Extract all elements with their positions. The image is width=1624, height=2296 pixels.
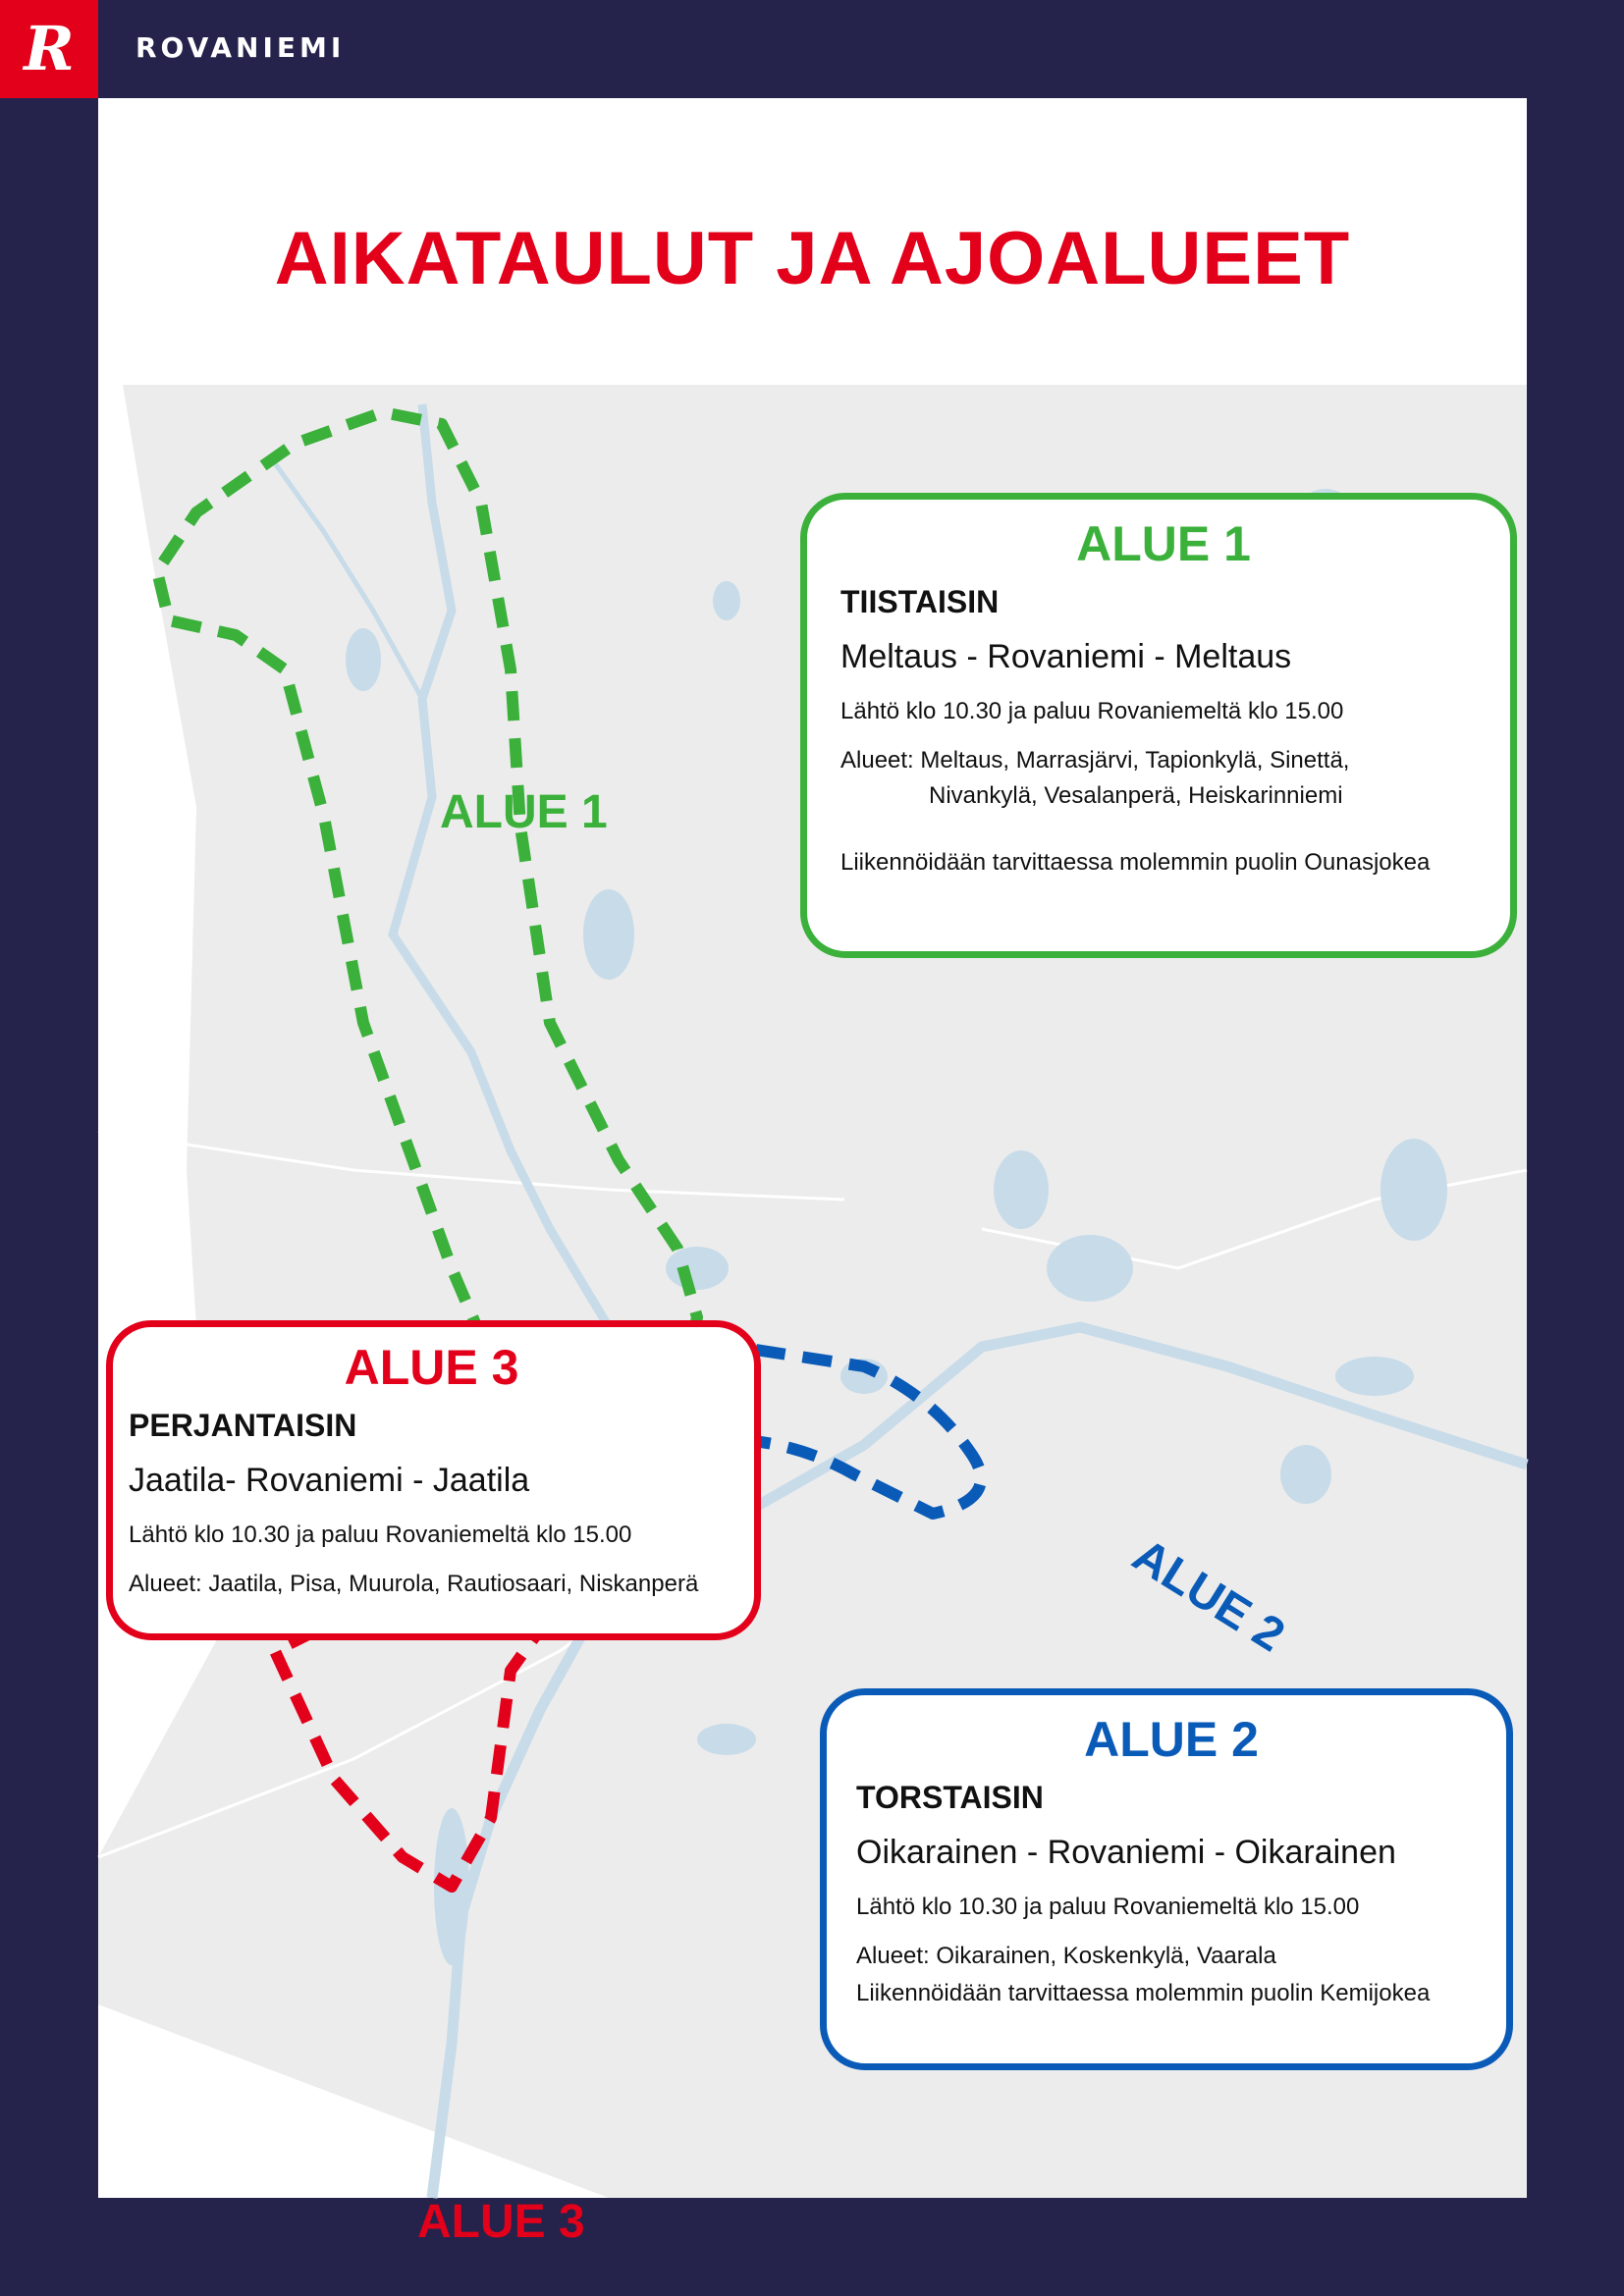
alue3-departure: Lähtö klo 10.30 ja paluu Rovaniemeltä klo 15.00 <box>129 1522 632 1548</box>
alue2-info-card <box>820 1688 1513 2070</box>
alue1-route: Meltaus - Rovaniemi - Meltaus <box>840 638 1292 675</box>
alue3-day: PERJANTAISIN <box>129 1408 357 1443</box>
alue1-note: Liikennöidään tarvittaessa molemmin puolin Ounasjokea <box>840 849 1431 876</box>
alue1-day: TIISTAISIN <box>840 584 1000 619</box>
map-label-alue2: ALUE 2 <box>1123 1528 1294 1663</box>
alue3-areas: Alueet: Jaatila, Pisa, Muurola, Rautiosaari, Niskanperä <box>129 1571 699 1597</box>
lake <box>697 1724 756 1755</box>
lake <box>1280 1445 1331 1504</box>
alue2-day: TORSTAISIN <box>856 1780 1044 1815</box>
lake <box>994 1150 1049 1229</box>
alue2-areas: Alueet: Oikarainen, Koskenkylä, Vaarala <box>856 1943 1276 1969</box>
lake <box>713 581 740 620</box>
logo-letter: R <box>24 13 75 84</box>
alue1-areas: Alueet: Meltaus, Marrasjärvi, Tapionkylä, Sinettä, <box>840 747 1350 774</box>
lake <box>1380 1139 1447 1241</box>
alue2-note: Liikennöidään tarvittaessa molemmin puolin Kemijokea <box>856 1980 1431 2006</box>
lake <box>1335 1357 1414 1396</box>
map-label-alue3: ALUE 3 <box>417 2196 585 2248</box>
alue3-info-card <box>106 1320 761 1640</box>
lake <box>1047 1235 1133 1302</box>
alue2-departure: Lähtö klo 10.30 ja paluu Rovaniemeltä klo 15.00 <box>856 1894 1360 1920</box>
alue3-card-title: ALUE 3 <box>344 1340 519 1395</box>
lake <box>346 628 381 691</box>
lake <box>583 889 634 980</box>
alue2-route: Oikarainen - Rovaniemi - Oikarainen <box>856 1834 1396 1871</box>
alue1-departure: Lähtö klo 10.30 ja paluu Rovaniemeltä klo 15.00 <box>840 698 1344 724</box>
alue2-card-title: ALUE 2 <box>1084 1712 1259 1767</box>
alue1-areas-continued: Nivankylä, Vesalanperä, Heiskarinniemi <box>929 782 1343 809</box>
page-title: AIKATAULUT JA AJOALUEET <box>274 217 1351 300</box>
poster-sheet <box>98 98 1527 2248</box>
alue3-route: Jaatila- Rovaniemi - Jaatila <box>129 1462 530 1499</box>
alue1-info-card <box>800 493 1517 958</box>
map-label-alue1: ALUE 1 <box>440 786 608 838</box>
alue1-card-title: ALUE 1 <box>1076 516 1251 571</box>
rovaniemi-logo <box>0 0 98 98</box>
lake <box>666 1247 729 1290</box>
brand-name: ROVANIEMI <box>135 31 346 64</box>
